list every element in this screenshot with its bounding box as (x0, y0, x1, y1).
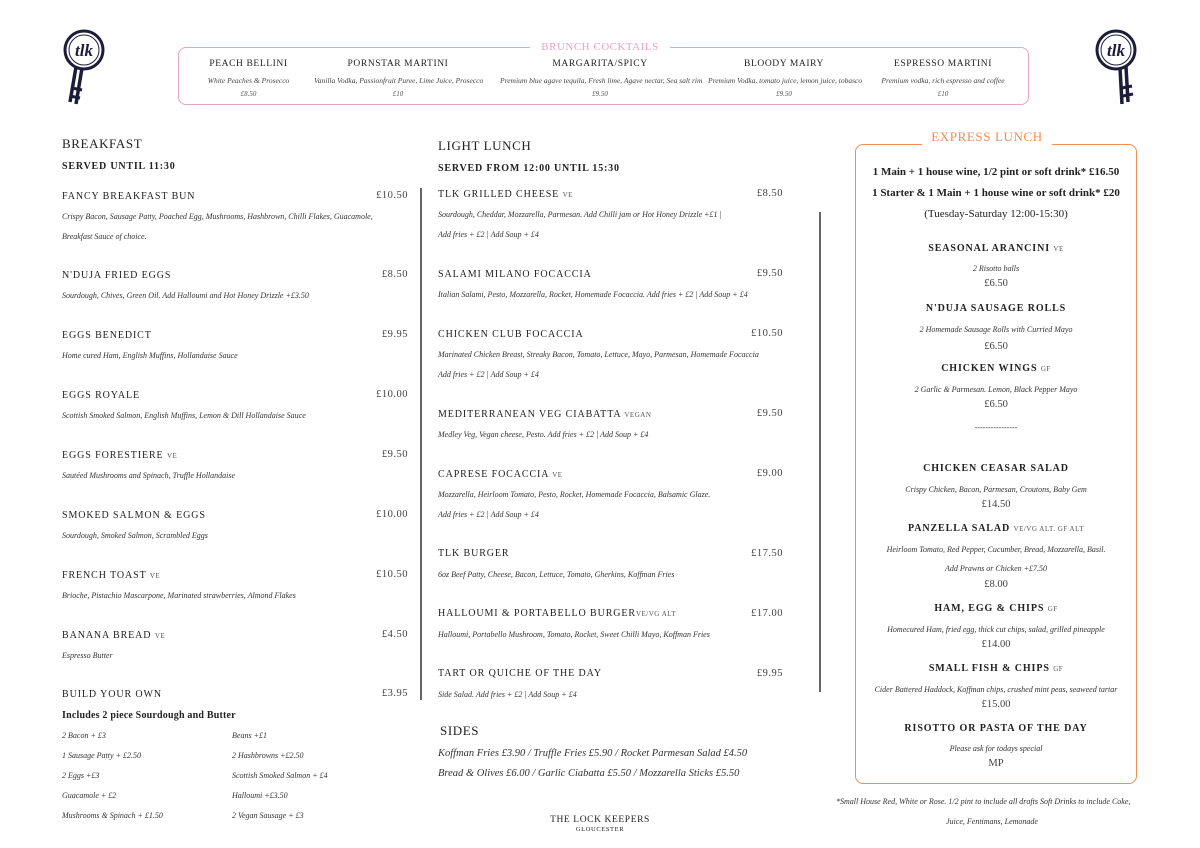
menu-item-price: £10.50 (376, 569, 408, 580)
menu-item-price: £10.50 (751, 328, 783, 339)
menu-item-name: N'DUJA FRIED EGGS (62, 270, 172, 281)
svg-text:tlk: tlk (1107, 41, 1125, 60)
express-item-price: £14.00 (981, 639, 1011, 650)
menu-item-name: TLK GRILLED CHEESE VE (438, 189, 573, 200)
cocktail-price: £9.50 (592, 90, 608, 98)
menu-item-desc: Crispy Bacon, Sausage Patty, Poached Egg, Mushrooms, Hashbrown, Chilli Flakes, Guacamole, (62, 212, 373, 221)
menu-item-price: £9.50 (756, 268, 783, 279)
menu-item-price: £17.50 (751, 548, 783, 559)
column-divider (819, 212, 821, 692)
build-your-own-name: BUILD YOUR OWN (62, 689, 162, 700)
addon-item: Beans +£1 (232, 731, 267, 740)
menu-item-desc: Marinated Chicken Breast, Streaky Bacon, Tomato, Lettuce, Mayo, Parmesan, Homemade Focaccia (438, 350, 759, 359)
cocktails-title: BRUNCH COCKTAILS (530, 41, 670, 53)
menu-item-price: £8.50 (381, 269, 408, 280)
express-item-price: £6.50 (984, 399, 1008, 410)
menu-item-name: SALAMI MILANO FOCACCIA (438, 269, 592, 280)
cocktail-item (868, 59, 1018, 98)
menu-item-desc: Medley Veg, Vegan cheese, Pesto. Add fries + £2 | Add Soup + £4 (438, 430, 649, 439)
menu-item-name: CHICKEN CLUB FOCACCIA (438, 329, 584, 340)
addon-item: Guacamole + £2 (62, 791, 117, 800)
menu-item-desc: 6oz Beef Patty, Cheese, Bacon, Lettuce, Tomato, Gherkins, Koffman Fries (438, 570, 675, 579)
key-logo-icon (1084, 28, 1148, 106)
addon-item: Mushrooms & Spinach + £1.50 (62, 811, 163, 820)
addon-item: Scottish Smoked Salmon + £4 (232, 771, 328, 780)
menu-item-desc: Home cured Ham, English Muffins, Hollandaise Sauce (62, 351, 238, 360)
addon-item: 2 Bacon + £3 (62, 731, 106, 740)
cocktail-desc: White Peaches & Prosecco (207, 76, 290, 85)
menu-item-desc: Add fries + £2 | Add Soup + £4 (438, 510, 539, 519)
cocktail-desc: Premium Vodka, tomato juice, lemon juice, tobasco (708, 76, 863, 85)
menu-item-desc: Breakfast Sauce of choice. (62, 232, 147, 241)
cocktail-name: ESPRESSO MARTINI (894, 59, 992, 69)
menu-item-name: EGGS FORESTIERE VE (62, 450, 178, 461)
menu-item-name: FANCY BREAKFAST BUN (62, 191, 196, 202)
express-item-name: RISOTTO OR PASTA OF THE DAY (904, 723, 1088, 734)
express-item-price: £8.00 (984, 579, 1008, 590)
express-item-name: CHICKEN CEASAR SALAD (923, 463, 1069, 474)
menu-item-desc: Add fries + £2 | Add Soup + £4 (438, 370, 539, 379)
addon-item: 2 Eggs +£3 (62, 771, 100, 780)
menu-item-price: £10.00 (376, 389, 408, 400)
express-hours: (Tuesday-Saturday 12:00-15:30) (924, 208, 1068, 220)
cocktail-name: MARGARITA/SPICY (552, 59, 648, 69)
cocktail-item (500, 59, 703, 98)
menu-item-desc: Sautéed Mushrooms and Spinach, Truffle Hollandaise (62, 471, 236, 480)
addon-item: 1 Sausage Patty + £2.50 (62, 751, 141, 760)
sides-heading: SIDES (440, 723, 480, 738)
cocktail-name: PEACH BELLINI (209, 59, 288, 69)
express-footnote: *Small House Red, White or Rose. 1/2 pint to include all drafts Soft Drinks to include Coke, (836, 797, 1131, 806)
menu-item-name: FRENCH TOAST VE (62, 570, 161, 581)
express-item-desc: Cider Battered Haddock, Koffman chips, crushed mint peas, seaweed tartar (874, 685, 1118, 694)
express-item-price: £6.50 (984, 278, 1008, 289)
cocktail-desc: Premium vodka, rich espresso and coffee (881, 76, 1005, 85)
key-logo-icon (54, 28, 118, 106)
menu-item-desc: Scottish Smoked Salmon, English Muffins, Lemon & Dill Hollandaise Sauce (62, 411, 306, 420)
menu-item-name: HALLOUMI & PORTABELLO BURGERVE/VG ALT (438, 608, 677, 619)
cocktail-price: £9.50 (776, 90, 792, 98)
addon-item: Halloumi +£3.50 (232, 791, 288, 800)
express-item-price: MP (988, 758, 1004, 769)
express-item-desc: Crispy Chicken, Bacon, Parmesan, Croutons, Baby Gem (905, 485, 1087, 494)
menu-item-price: £9.95 (381, 329, 408, 340)
express-item-name: CHICKEN WINGS GF (941, 363, 1051, 374)
express-deal: 1 Starter & 1 Main + 1 house wine or soft drink* £20 (872, 187, 1120, 199)
menu-item-desc: Side Salad. Add fries + £2 | Add Soup + £4 (438, 690, 577, 699)
menu-item-price: £8.50 (756, 188, 783, 199)
cocktail-desc: Premium blue agave tequila, Fresh lime, Agave nectar, Sea salt rim (500, 76, 703, 85)
menu-item-name: EGGS ROYALE (62, 390, 140, 401)
lunch-heading: LIGHT LUNCH (438, 138, 532, 153)
menu-item-name: TART OR QUICHE OF THE DAY (438, 668, 602, 679)
cocktail-price: £10 (937, 90, 949, 98)
menu-item-price: £9.50 (756, 408, 783, 419)
menu-item-price: £9.50 (381, 449, 408, 460)
express-item-desc: 2 Homemade Sausage Rolls with Curried Mayo (919, 325, 1073, 334)
footer-city: GLOUCESTER (575, 826, 625, 833)
express-item-desc: Heirloom Tomato, Red Pepper, Cucumber, Bread, Mozzarella, Basil. (886, 545, 1106, 554)
express-divider: ---------------- (974, 423, 1018, 432)
express-item-desc: Homecured Ham, fried egg, thick cut chips, salad, grilled pineapple (887, 625, 1105, 634)
cocktail-desc: Vanilla Vodka, Passionfruit Puree, Lime Juice, Prosecco (314, 76, 484, 85)
svg-text:tlk: tlk (75, 41, 93, 60)
menu-item-desc: Sourdough, Smoked Salmon, Scrambled Eggs (62, 531, 208, 540)
express-item-name: N'DUJA SAUSAGE ROLLS (925, 303, 1067, 314)
menu-item-desc: Italian Salami, Pesto, Mozzarella, Rocket, Homemade Focaccia. Add fries + £2 | Add Soup + £4 (438, 290, 748, 299)
menu-item-name: EGGS BENEDICT (62, 330, 152, 341)
cocktail-item (314, 59, 482, 98)
menu-item-desc: Sourdough, Chives, Green Oil. Add Halloumi and Hot Honey Drizzle +£3.50 (62, 291, 309, 300)
cocktail-price: £8.50 (240, 90, 257, 98)
cocktail-item (186, 59, 311, 98)
express-item-desc: 2 Garlic & Parmesan. Lemon, Black Pepper Mayo (914, 385, 1078, 394)
menu-item-price: £9.95 (756, 668, 783, 679)
menu-item-name: MEDITERRANEAN VEG CIABATTA VEGAN (438, 409, 652, 420)
menu-item-name: TLK BURGER (438, 548, 510, 559)
menu-item-desc: Sourdough, Cheddar, Mozzarella, Parmesan. Add Chilli jam or Hot Honey Drizzle +£1 | (438, 210, 722, 219)
footer-name: THE LOCK KEEPERS (550, 815, 650, 825)
menu-item-price: £17.00 (751, 608, 783, 619)
menu-item-name: SMOKED SALMON & EGGS (62, 510, 206, 521)
cocktail-name: BLOODY MAIRY (744, 59, 824, 69)
express-footnote: Juice, Fentimans, Lemonade (946, 817, 1038, 826)
build-your-own-price: £3.95 (381, 688, 408, 699)
menu-item-price: £10.50 (376, 190, 408, 201)
menu-item-name: BANANA BREAD VE (62, 630, 166, 641)
express-item-price: £15.00 (981, 699, 1011, 710)
build-your-own-subtitle: Includes 2 piece Sourdough and Butter (62, 710, 236, 721)
cocktail-price: £10 (392, 90, 404, 98)
addon-item: 2 Hashbrowns +£2.50 (232, 751, 304, 760)
menu-item-name: CAPRESE FOCACCIA VE (438, 469, 563, 480)
express-item-desc: 2 Risotto balls (972, 264, 1020, 273)
sides-line: Koffman Fries £3.90 / Truffle Fries £5.90 / Rocket Parmesan Salad £4.50 (438, 748, 748, 759)
cocktail-item (708, 59, 863, 98)
lunch-subheading: SERVED FROM 12:00 UNTIL 15:30 (438, 163, 620, 174)
express-item-name: SMALL FISH & CHIPS GF (928, 663, 1064, 674)
menu-item-desc: Add fries + £2 | Add Soup + £4 (438, 230, 539, 239)
express-item-name: PANZELLA SALAD VE/VG ALT. GF ALT (907, 523, 1085, 534)
express-item-desc: Please ask for todays special (949, 744, 1043, 753)
menu-item-desc: Brioche, Pistachio Mascarpone, Marinated strawberries, Almond Flakes (62, 591, 296, 600)
express-item-price: £6.50 (984, 341, 1008, 352)
menu-item-desc: Halloumi, Portabello Mushroom, Tomato, Rocket, Sweet Chilli Mayo, Koffman Fries (438, 630, 710, 639)
breakfast-subheading: SERVED UNTIL 11:30 (62, 161, 176, 172)
cocktail-name: PORNSTAR MARTINI (347, 59, 449, 69)
express-item-desc: Add Prawns or Chicken +£7.50 (944, 564, 1048, 573)
column-divider (420, 188, 422, 700)
express-title: EXPRESS LUNCH (922, 129, 1052, 145)
sides-line: Bread & Olives £6.00 / Garlic Ciabatta £5.50 / Mozzarella Sticks £5.50 (438, 768, 740, 779)
menu-item-price: £9.00 (756, 468, 783, 479)
menu-item-price: £4.50 (381, 629, 408, 640)
menu-item-desc: Mozzarella, Heirloom Tomato, Pesto, Rocket, Homemade Focaccia, Balsamic Glaze. (438, 490, 711, 499)
express-deal: 1 Main + 1 house wine, 1/2 pint or soft drink* £16.50 (872, 166, 1120, 178)
addon-item: 2 Vegan Sausage + £3 (232, 811, 304, 820)
menu-item-price: £10.00 (376, 509, 408, 520)
express-item-price: £14.50 (981, 499, 1011, 510)
express-item-name: HAM, EGG & CHIPS GF (934, 603, 1058, 614)
express-item-name: SEASONAL ARANCINI VE (928, 243, 1064, 254)
menu-item-desc: Espresso Butter (62, 651, 113, 660)
breakfast-heading: BREAKFAST (62, 136, 143, 151)
